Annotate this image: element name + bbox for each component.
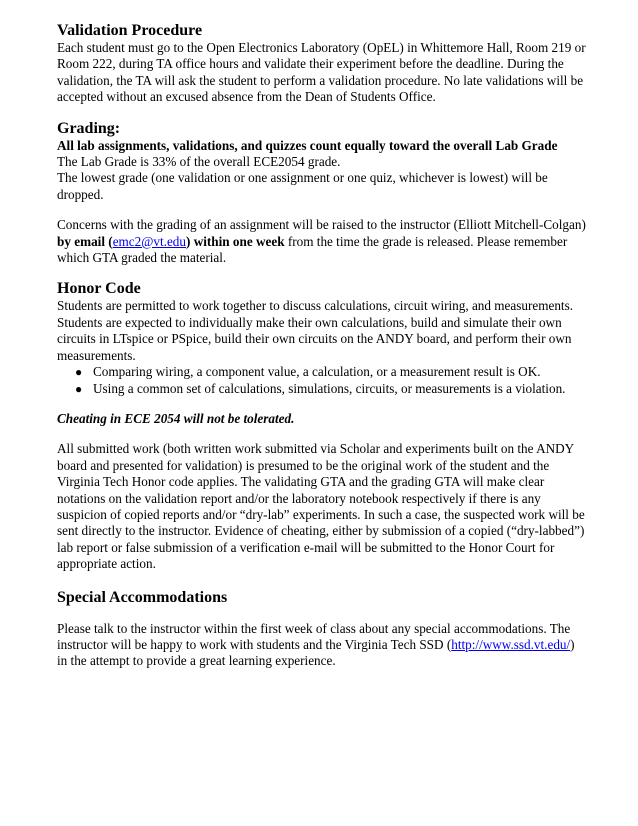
- bullet-icon: ●: [75, 381, 83, 396]
- grading-line-3: The lowest grade (one validation or one assignment or one quiz, whichever is lowest) will be dropped.: [57, 170, 548, 202]
- grading-heading: Grading:: [57, 119, 121, 137]
- list-item: [75, 364, 587, 380]
- ssd-link[interactable]: http://www.ssd.vt.edu/: [451, 636, 571, 652]
- accommodations-post-text: ) in the attempt to provide a great learning experience.: [57, 636, 575, 669]
- honor-code-heading: Honor Code: [57, 280, 141, 298]
- accommodations-heading: Special Accommodations: [57, 588, 228, 606]
- grading-line-2: The Lab Grade is 33% of the overall ECE2054 grade.: [57, 154, 341, 170]
- cheating-warning: Cheating in ECE 2054 will not be tolerated.: [57, 410, 295, 426]
- instructor-email-link[interactable]: emc2@vt.edu: [112, 233, 186, 249]
- bullet-icon: ●: [75, 365, 83, 380]
- accommodations-body: [57, 621, 587, 670]
- list-item: [75, 380, 587, 397]
- list-item-text: Using a common set of calculations, simulations, circuits, or measurements is a violation.: [93, 380, 566, 396]
- grading-concerns: [57, 217, 587, 266]
- concerns-post-text: from the time the grade is released. Please remember which GTA graded the material.: [57, 233, 568, 266]
- honor-code-list: [57, 364, 587, 397]
- grading-bold-line: All lab assignments, validations, and quizzes count equally toward the overall Lab Grade: [57, 137, 558, 153]
- accommodations-pre-text: Please talk to the instructor within the first week of class about any special accommodations. The instructor will be happy to work with students and the Virginia Tech SSD (: [57, 620, 571, 652]
- honor-code-body: Students are permitted to work together to discuss calculations, circuit wiring, and measurements. Students are expected to individually make their own calculations, build and simulate their own circuits in LTspice or PSpice, build their own circuits on the ANDY board, and perform their own measurements.: [57, 298, 574, 363]
- concerns-by-email-text: by email (: [57, 233, 113, 249]
- concerns-pre-text: Concerns with the grading of an assignment will be raised to the instructor (Elliott Mitchell-Colgan): [57, 217, 586, 233]
- honor-code-paragraph: All submitted work (both written work submitted via Scholar and experiments built on the ANDY board and presented for validation) is presumed to be the original work of the student and the Virginia Tech Honor code applies. The validating GTA and the grading GTA will make clear notations on the validation report and/or the laboratory notebook respectively if there is any suspicion of copied reports and/or “dry-lab” experiments. In such a case, the suspected work will be sent directly to the instructor. Evidence of cheating, either by submission of a copied (“dry-labbed”) lab report or false submission of a verification e-mail will be submitted to the Honor Court for appropriate action.: [57, 441, 585, 572]
- document-page: [57, 22, 587, 670]
- list-item-text: Comparing wiring, a component value, a calculation, or a measurement result is OK.: [93, 364, 541, 380]
- validation-body: Each student must go to the Open Electronics Laboratory (OpEL) in Whittemore Hall, Room 219 or Room 222, during TA office hours and validate their experiment before the deadline. During the validation, the TA will ask the student to perform a validation procedure. No late validations will be accepted without an excused absence from the Dean of Students Office.: [57, 40, 586, 105]
- validation-heading: Validation Procedure: [57, 22, 203, 39]
- concerns-within-text: ) within one week: [186, 233, 285, 249]
